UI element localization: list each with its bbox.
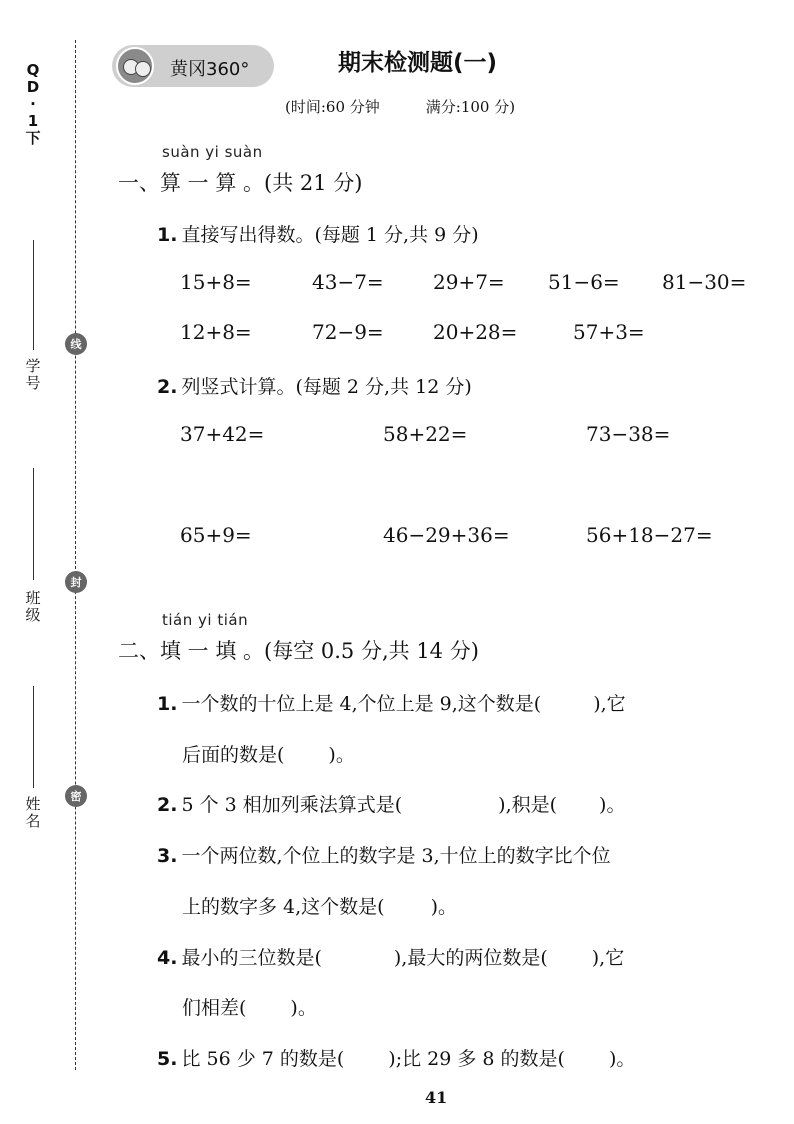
class-line[interactable] bbox=[33, 468, 34, 580]
brand-badge bbox=[112, 45, 274, 87]
section1-title: 一、算 一 算 。(共 21 分) bbox=[118, 171, 363, 195]
oral-calc: 43−7= bbox=[312, 270, 384, 294]
vertical-calc: 73−38= bbox=[586, 422, 671, 446]
oral-calc: 20+28= bbox=[433, 320, 518, 344]
oral-calc: 15+8= bbox=[180, 270, 252, 294]
fill-question-3-cont: 上的数字多 4,这个数是( )。 bbox=[182, 896, 458, 918]
vertical-calc: 56+18−27= bbox=[586, 523, 713, 547]
edition-char: D bbox=[26, 78, 40, 96]
fill-question-2: 2. 5 个 3 相加列乘法算式是( ),积是( )。 bbox=[157, 794, 626, 816]
vertical-calc: 37+42= bbox=[180, 422, 265, 446]
edition-code bbox=[21, 62, 45, 147]
question-1-1: 1. 直接写出得数。(每题 1 分,共 9 分) bbox=[157, 224, 479, 246]
full-score: 满分:100 分) bbox=[425, 98, 516, 116]
fill-question-5: 5. 比 56 少 7 的数是( );比 29 多 8 的数是( )。 bbox=[157, 1048, 636, 1070]
time-limit: (时间:60 分钟 bbox=[285, 98, 380, 116]
name-line[interactable] bbox=[33, 686, 34, 788]
fill-question-4-cont: 们相差( )。 bbox=[182, 997, 317, 1019]
seal-secret-marker: 密 bbox=[65, 785, 87, 807]
student-number-line[interactable] bbox=[33, 240, 34, 350]
oral-calc: 57+3= bbox=[573, 320, 645, 344]
section2-title: 二、填 一 填 。(每空 0.5 分,共 14 分) bbox=[118, 639, 479, 663]
name-label: 姓 名 bbox=[25, 795, 41, 830]
oral-calc: 81−30= bbox=[662, 270, 747, 294]
oral-calc: 51−6= bbox=[548, 270, 620, 294]
page-title: 期末检测题(一) bbox=[338, 50, 498, 76]
page-number: 41 bbox=[425, 1088, 448, 1107]
vertical-calc: 58+22= bbox=[383, 422, 468, 446]
edition-char: Q bbox=[26, 61, 40, 79]
fill-question-1: 1. 一个数的十位上是 4,个位上是 9,这个数是( ),它 bbox=[157, 693, 626, 715]
fill-question-1-cont: 后面的数是( )。 bbox=[182, 744, 355, 766]
vertical-calc: 46−29+36= bbox=[383, 523, 510, 547]
brand-text: 黄冈360° bbox=[170, 59, 250, 80]
class-label: 班 级 bbox=[25, 589, 41, 624]
edition-char: · bbox=[30, 95, 36, 113]
edition-char: 下 bbox=[25, 129, 41, 147]
oral-calc: 72−9= bbox=[312, 320, 384, 344]
fill-question-4: 4. 最小的三位数是( ),最大的两位数是( ),它 bbox=[157, 947, 625, 969]
student-number-label: 学 号 bbox=[25, 357, 41, 392]
binding-dashed-line bbox=[75, 40, 76, 1070]
fill-question-3: 3. 一个两位数,个位上的数字是 3,十位上的数字比个位 bbox=[157, 845, 611, 867]
edition-char: 1 bbox=[27, 112, 39, 130]
seal-seal-marker: 封 bbox=[65, 571, 87, 593]
oral-calc: 29+7= bbox=[433, 270, 505, 294]
section2-pinyin: tián yi tián bbox=[162, 611, 249, 629]
exam-info bbox=[285, 96, 515, 117]
oral-calc: 12+8= bbox=[180, 320, 252, 344]
section1-pinyin: suàn yi suàn bbox=[162, 143, 263, 161]
seal-line-marker: 线 bbox=[65, 333, 87, 355]
mascot-logo-icon bbox=[116, 47, 154, 85]
question-1-2: 2. 列竖式计算。(每题 2 分,共 12 分) bbox=[157, 376, 472, 398]
vertical-calc: 65+9= bbox=[180, 523, 252, 547]
